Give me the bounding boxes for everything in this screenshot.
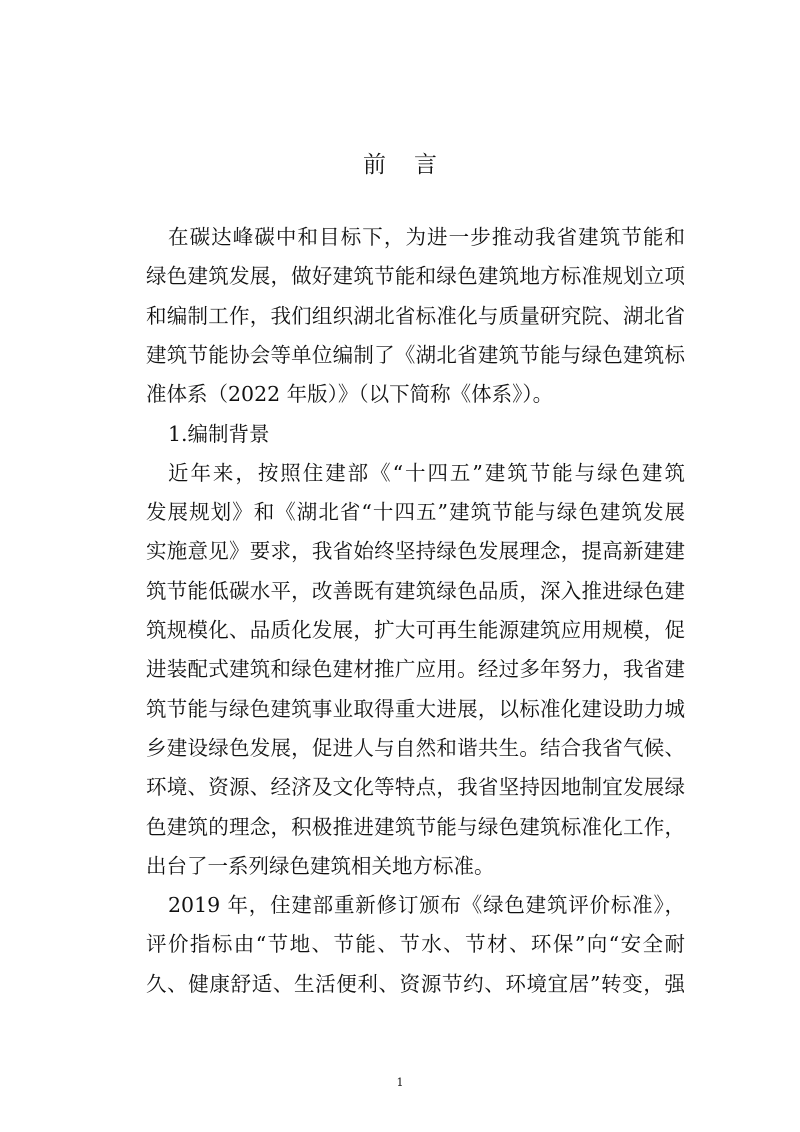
paragraph-line: 实施意见》要求，我省始终坚持绿色发展理念，提高新建建 <box>146 539 685 564</box>
paragraph-line: 和编制工作，我们组织湖北省标准化与质量研究院、湖北省 <box>146 303 685 328</box>
paragraph-line: 2019 年，住建部重新修订颁布《绿色建筑评价标准》， <box>168 893 685 918</box>
page-number: 1 <box>396 1076 404 1089</box>
paragraph-line: 久、健康舒适、生活便利、资源节约、环境宜居”转变，强 <box>146 971 685 996</box>
paragraph-line: 筑节能与绿色建筑事业取得重大进展，以标准化建设助力城 <box>146 696 685 721</box>
paragraph-line: 进装配式建筑和绿色建材推广应用。经过多年努力，我省建 <box>146 657 685 682</box>
paragraph-line: 在碳达峰碳中和目标下，为进一步推动我省建筑节能和 <box>168 225 685 249</box>
paragraph-line: 建筑节能协会等单位编制了《湖北省建筑节能与绿色建筑标 <box>146 342 685 367</box>
paragraph-line: 绿色建筑发展，做好建筑节能和绿色建筑地方标准规划立项 <box>146 264 685 289</box>
paragraph-line: 筑节能低碳水平，改善既有建筑绿色品质，深入推进绿色建 <box>146 578 685 603</box>
paragraph-line: 环境、资源、经济及文化等特点，我省坚持因地制宜发展绿 <box>146 775 685 800</box>
paragraph-line: 评价指标由“节地、节能、节水、节材、环保”向“安全耐 <box>146 932 685 957</box>
section-heading: 1.编制背景 <box>168 421 270 446</box>
page-title: 前言 <box>363 152 465 178</box>
paragraph-line: 准体系（2022 年版）》（以下简称《体系》）。 <box>146 382 554 407</box>
paragraph-line: 发展规划》和《湖北省“十四五”建筑节能与绿色建筑发展 <box>146 500 685 525</box>
paragraph-line: 乡建设绿色发展，促进人与自然和谐共生。结合我省气候、 <box>146 735 685 760</box>
paragraph-line: 筑规模化、品质化发展，扩大可再生能源建筑应用规模，促 <box>146 618 685 642</box>
paragraph-line: 近年来，按照住建部《“十四五”建筑节能与绿色建筑 <box>168 460 685 485</box>
paragraph-line: 色建筑的理念，积极推进建筑节能与绿色建筑标准化工作， <box>146 814 685 839</box>
paragraph-line: 出台了一系列绿色建筑相关地方标准。 <box>146 853 495 878</box>
